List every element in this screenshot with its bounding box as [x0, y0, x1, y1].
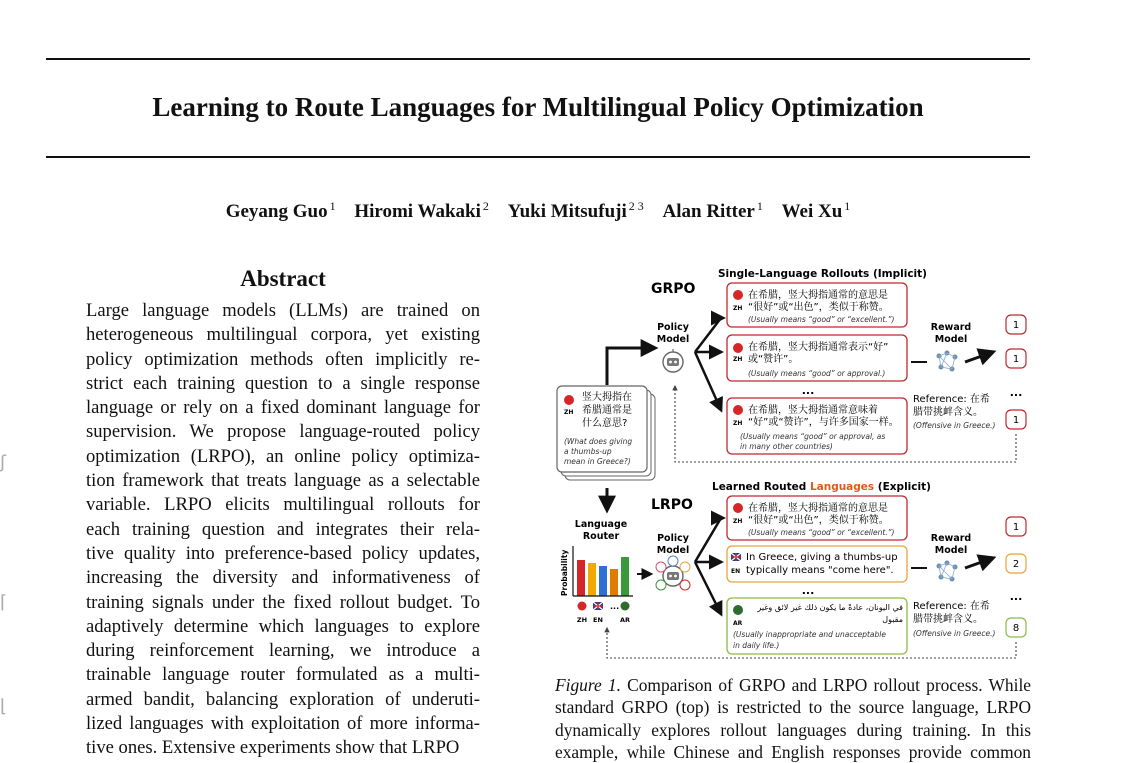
lrpo-rollout-text: 在希腊，竖大拇指通常的意思是 — [748, 503, 888, 514]
caption-line: standard GRPO (top) is restricted to the source language, LRPO — [555, 697, 1031, 718]
flag-zh-icon — [733, 503, 743, 513]
grpo-rollout-gloss: (Usually means “good” or approval, as — [740, 432, 886, 441]
router-bar — [621, 557, 629, 596]
question-gloss: a thumbs-up — [564, 447, 612, 456]
grpo-rollout-text: “好”或“赞许”，与许多国家一样。 — [748, 417, 899, 428]
grpo-score: 1 — [1012, 354, 1020, 365]
page-edge-mark: ⌈ — [0, 592, 8, 613]
caption-label: Figure 1. — [555, 675, 621, 695]
question-gloss: (What does giving — [564, 437, 633, 446]
grpo-rollout-lang: ZH — [733, 305, 743, 312]
question-lang: ZH — [564, 409, 574, 416]
lrpo-rollout-lang: EN — [731, 568, 741, 575]
router-dots: ... — [610, 602, 620, 611]
caption-line: example, while Chinese and English responses provide common — [555, 741, 1031, 762]
router-bar — [588, 563, 596, 596]
abstract-body — [86, 299, 480, 761]
lrpo-reference-gloss: (Offensive in Greece.) — [913, 629, 996, 638]
grpo-score: 1 — [1012, 320, 1020, 331]
abstract-line: during reinforcement learning, we introduce a — [86, 640, 480, 662]
question-text: 希腊通常是 — [582, 405, 632, 416]
router-bar — [577, 560, 585, 596]
grpo-policy-label-2: Model — [656, 334, 690, 345]
abstract-line: trainable language router formulated as a multi- — [86, 664, 480, 686]
lrpo-policy-label-2: Model — [656, 545, 690, 556]
abstract-line: language or rely on a fixed dominant language for — [86, 397, 480, 419]
figure-caption — [555, 674, 1031, 763]
abstract-line: each training question and integrates their rela- — [86, 518, 480, 540]
abstract-heading: Abstract — [240, 266, 326, 291]
grpo-reward-label-2: Model — [934, 334, 968, 345]
abstract-line: training signals under the fixed rollout budget. To — [86, 591, 480, 613]
abstract-line: supervision. We propose language-routed policy — [86, 421, 480, 443]
lrpo-rollout-text: In Greece, giving a thumbs-up — [746, 552, 898, 563]
router-lang: ZH — [576, 616, 588, 624]
router-bar — [599, 566, 607, 596]
grpo-reference-line: Reference: 在希 — [913, 394, 990, 405]
lrpo-rollout-lang: AR — [733, 620, 743, 627]
grpo-rollout-text: 或“赞许”。 — [748, 354, 799, 365]
grpo-rollout-gloss: in many other countries) — [740, 442, 833, 451]
router-bar-chart — [577, 557, 629, 596]
abstract-line: tion framework that treats language as a selectable — [86, 470, 480, 492]
title-rule-top — [46, 58, 1030, 60]
router-lang: AR — [619, 616, 631, 624]
lrpo-score: 1 — [1012, 522, 1020, 533]
flag-zh-icon — [733, 405, 743, 415]
grpo-label: GRPO — [651, 281, 696, 297]
question-gloss: mean in Greece?) — [564, 457, 631, 466]
brain-network-icon — [937, 561, 958, 582]
author: Wei Xu $^1$ — [781, 199, 851, 223]
grpo-rollout-text: 在希腊，竖大拇指通常的意思是 — [748, 290, 888, 301]
router-bar — [610, 569, 618, 596]
router-lang: EN — [593, 616, 603, 624]
page-edge-mark: ⌊ — [0, 696, 8, 717]
grpo-rollout-lang: ZH — [733, 356, 743, 363]
grpo-rollout-text: 在希腊，竖大拇指通常意味着 — [748, 405, 878, 416]
lrpo-score: 8 — [1012, 623, 1020, 634]
lrpo-rollout-text: مقبول — [882, 615, 903, 624]
grpo-score: 1 — [1012, 415, 1020, 426]
flag-zh-icon — [564, 395, 574, 405]
flag-ar-icon — [621, 602, 630, 611]
arrow-question-to-grpo — [607, 348, 655, 385]
abstract-line: variable. LRPO elicits multilingual rollouts for — [86, 494, 480, 516]
lrpo-label: LRPO — [651, 497, 693, 513]
router-label-1: Language — [574, 519, 628, 530]
abstract-line: heterogeneous multilingual corpora, yet existing — [86, 324, 480, 346]
abstract-line: lized languages with exploitation of more informa- — [86, 713, 480, 735]
arrow-fan-top — [695, 518, 723, 562]
arrow-fan-top — [695, 318, 723, 352]
flag-zh-icon — [733, 290, 743, 300]
arrow-reward-to-scores — [965, 558, 993, 568]
lrpo-rollout-gloss: (Usually inappropriate and unacceptable — [733, 630, 886, 639]
lrpo-reward-label-1: Reward — [930, 533, 972, 544]
lrpo-header: Learned Routed Languages (Explicit) — [712, 481, 931, 493]
lrpo-score-ellipsis: ... — [1009, 590, 1023, 603]
author: Geyang Guo $^1$ — [225, 199, 336, 223]
abstract-line: strict each training question to a single response — [86, 372, 480, 394]
grpo-reference-gloss: (Offensive in Greece.) — [913, 421, 996, 430]
lrpo-rollout-gloss: in daily life.) — [733, 641, 780, 650]
caption-line: Figure 1. Comparison of GRPO and LRPO rollout process. While — [555, 675, 1031, 695]
abstract-line: optimization (LRPO), an online policy optimiza- — [86, 445, 480, 467]
grpo-reference-line: 腊带挑衅含义。 — [913, 407, 983, 418]
lrpo-ellipsis: ... — [801, 584, 815, 597]
abstract-line: tive ones. Extensive experiments show that LRPO — [86, 737, 460, 759]
author: Hiromi Wakaki $^2$ — [354, 199, 489, 223]
grpo-rollout-text: 在希腊，竖大拇指通常表示“好” — [748, 342, 889, 353]
grpo-score-ellipsis: ... — [1009, 386, 1023, 399]
paper-title: Learning to Route Languages for Multilingual Policy Optimization — [152, 92, 924, 122]
abstract-line: increasing the diversity and informativeness of — [86, 567, 480, 589]
grpo-rollout-lang: ZH — [733, 420, 743, 427]
lrpo-policy-label-1: Policy — [657, 533, 689, 544]
question-text: 竖大拇指在 — [582, 392, 632, 403]
lrpo-rollout-text: typically means "come here". — [746, 565, 894, 576]
grpo-rollout-gloss: (Usually means “good” or “excellent.”) — [748, 315, 895, 324]
abstract-line: tive quality into preference-based policy updates, — [86, 542, 480, 564]
question-text: 什么意思? — [582, 418, 628, 429]
router-label-2: Router — [582, 531, 620, 542]
grpo-rollout-text: “很好”或“出色”，类似于称赞。 — [748, 302, 889, 313]
robot-icon — [663, 349, 683, 372]
grpo-policy-label-1: Policy — [657, 322, 689, 333]
abstract-line: adaptively determine which languages to explore — [86, 615, 480, 637]
abstract-line: Large language models (LLMs) are trained on — [86, 300, 480, 321]
flag-ar-icon — [733, 605, 743, 615]
multilingual-robot-icon — [656, 556, 690, 590]
author-list — [46, 199, 1030, 223]
flag-zh-icon — [733, 343, 743, 353]
brain-network-icon — [937, 351, 958, 372]
lrpo-rollout-gloss: (Usually means “good” or “excellent.”) — [748, 528, 895, 537]
grpo-rollout-gloss: (Usually means “good” or approval.) — [748, 369, 886, 378]
lrpo-rollout-text: “很好”或“出色”，类似于称赞。 — [748, 515, 889, 526]
lrpo-reward-label-2: Model — [934, 545, 968, 556]
arrow-fan-bottom — [695, 352, 721, 410]
page-edge-mark: ʃ — [0, 452, 7, 473]
title-rule-bottom — [46, 156, 1030, 158]
flag-zh-icon — [578, 602, 587, 611]
router-y-axis-label: Probability — [560, 549, 569, 596]
abstract-line: armed bandit, balancing exploration of underuti- — [86, 688, 480, 710]
lrpo-reference-line: Reference: 在希 — [913, 601, 990, 612]
grpo-reward-label-1: Reward — [930, 322, 972, 333]
lrpo-score: 2 — [1012, 559, 1020, 570]
author: Yuki Mitsufuji $^{2 3}$ — [507, 199, 644, 223]
arrow-fan-bottom — [695, 562, 721, 614]
grpo-ellipsis: ... — [801, 384, 815, 397]
lrpo-rollout-text: في اليونان، عادةً ما يكون ذلك غير لائق وغير — [757, 603, 903, 612]
lrpo-header-highlight: Languages — [809, 481, 875, 493]
figure-1-diagram — [555, 262, 1027, 670]
lrpo-rollout-lang: ZH — [733, 518, 743, 525]
caption-line: dynamically explores rollout languages during training. In this — [555, 719, 1031, 740]
lrpo-reference-line: 腊带挑衅含义。 — [913, 614, 983, 625]
abstract-line: policy optimization methods often implicitly re- — [86, 348, 480, 370]
grpo-header: Single-Language Rollouts (Implicit) — [718, 268, 927, 280]
author: Alan Ritter $^1$ — [662, 199, 763, 223]
arrow-reward-to-scores — [965, 352, 993, 362]
